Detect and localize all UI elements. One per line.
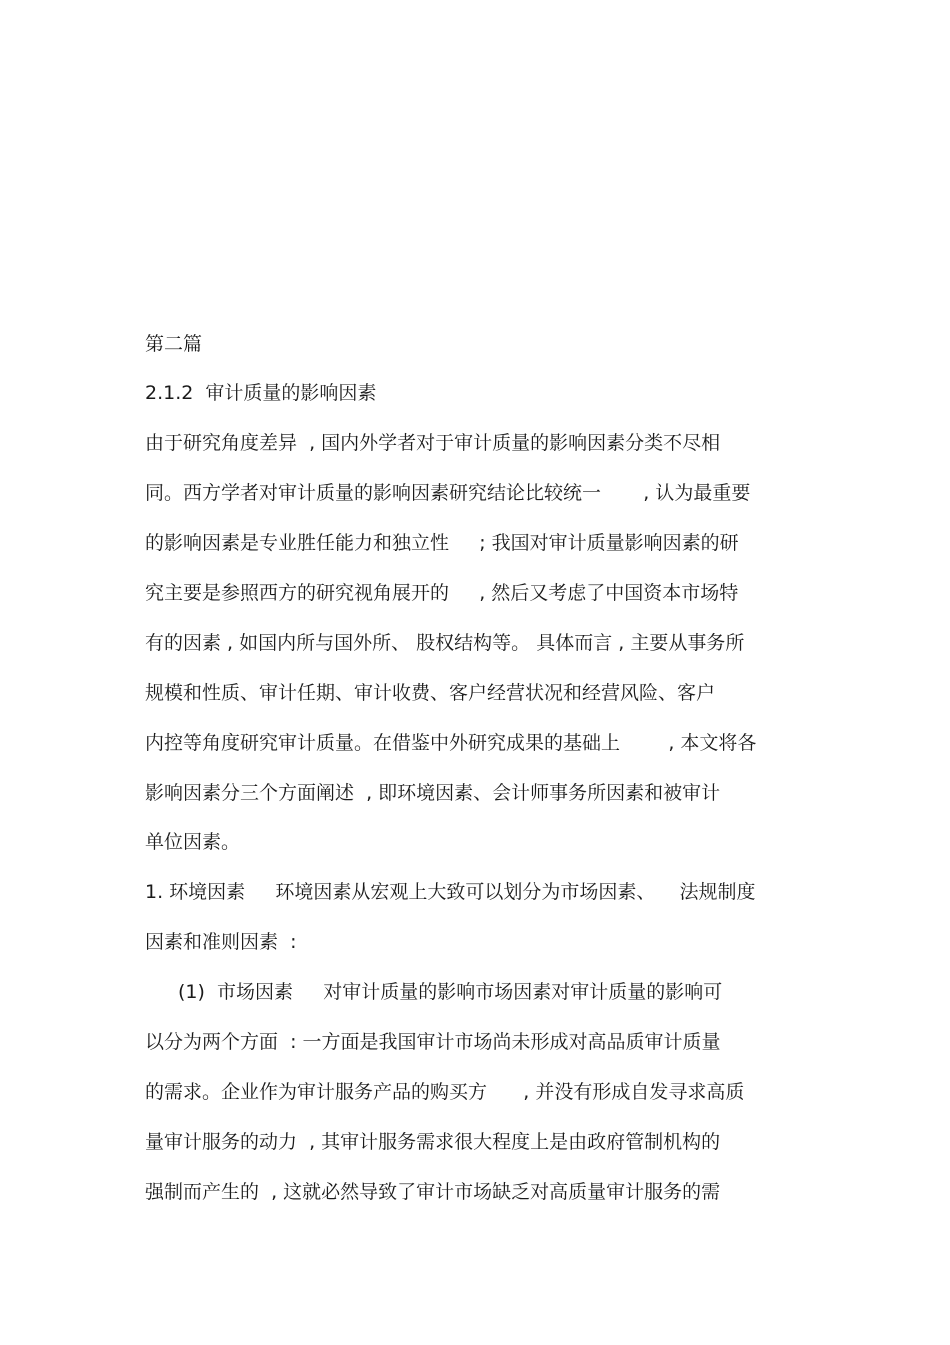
- paragraph-line: 同。西方学者对审计质量的影响因素研究结论比较统一 , 认为最重要: [145, 482, 751, 504]
- paragraph-line: 究主要是参照西方的研究视角展开的 , 然后又考虑了中国资本市场特: [145, 582, 739, 604]
- paragraph-line: (1) 市场因素 对审计质量的影响市场因素对审计质量的影响可: [178, 981, 723, 1003]
- paragraph-line: 量审计服务的动力 , 其审计服务需求很大程度上是由政府管制机构的: [145, 1131, 721, 1153]
- paragraph-line: 的影响因素是专业胜任能力和独立性 ; 我国对审计质量影响因素的研: [145, 532, 739, 554]
- paragraph-line: 内控等角度研究审计质量。在借鉴中外研究成果的基础上 , 本文将各: [145, 732, 757, 754]
- paragraph-line: 有的因素 , 如国内所与国外所、 股权结构等。 具体而言 , 主要从事务所: [145, 632, 745, 654]
- section-heading: 2.1.2 审计质量的影响因素: [145, 382, 377, 404]
- paragraph-line: 因素和准则因素 :: [145, 931, 297, 953]
- paragraph-line: 的需求。企业作为审计服务产品的购买方 , 并没有形成自发寻求高质: [145, 1081, 745, 1103]
- paragraph-line: 影响因素分三个方面阐述 , 即环境因素、会计师事务所因素和被审计: [145, 782, 721, 804]
- paragraph-line: 以分为两个方面 : 一方面是我国审计市场尚未形成对高品质审计质量: [145, 1031, 721, 1053]
- part-title: 第二篇: [145, 333, 203, 355]
- paragraph-line: 强制而产生的 , 这就必然导致了审计市场缺乏对高质量审计服务的需: [145, 1181, 721, 1203]
- paragraph-line: 1. 环境因素 环境因素从宏观上大致可以划分为市场因素、 法规制度: [145, 881, 756, 903]
- paragraph-line: 单位因素。: [145, 831, 241, 853]
- paragraph-line: 规模和性质、审计任期、审计收费、客户经营状况和经营风险、客户: [145, 682, 716, 704]
- paragraph-line: 由于研究角度差异 , 国内外学者对于审计质量的影响因素分类不尽相: [145, 432, 721, 454]
